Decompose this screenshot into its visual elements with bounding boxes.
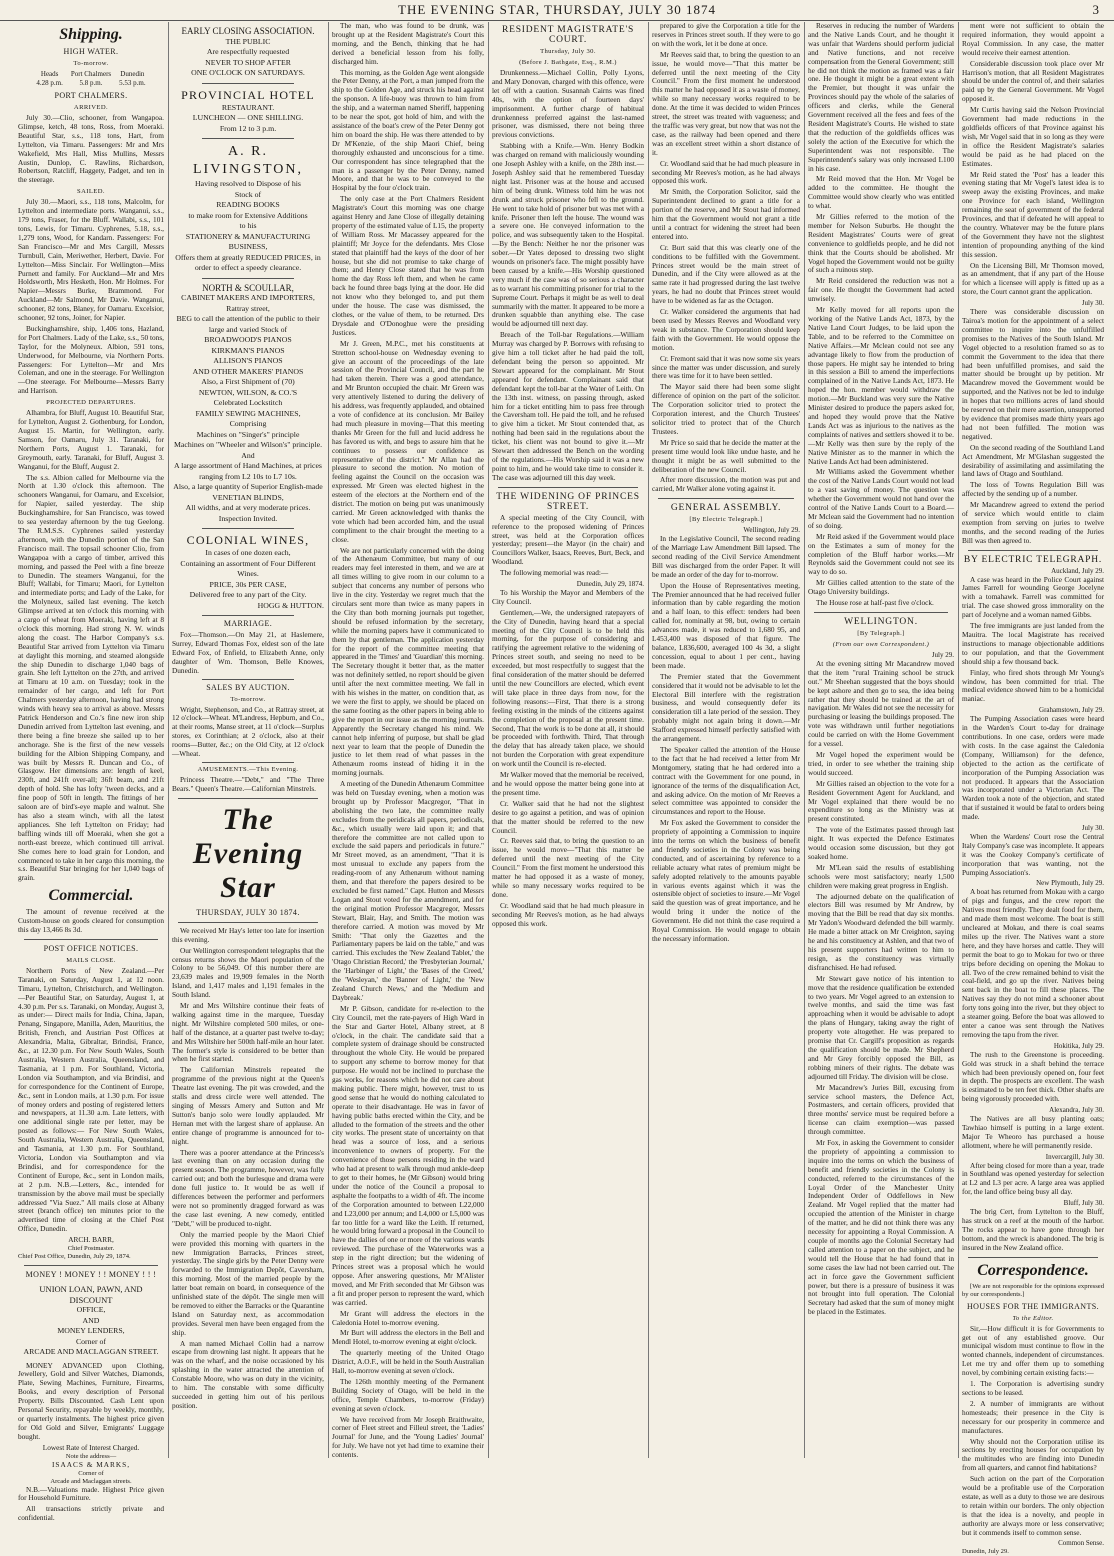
union-loan-ad: [18, 1284, 164, 1358]
north-line-11: Machines on "Wheeler and Wilson's" principle.: [173, 440, 323, 449]
projected-heading: PROJECTED DEPARTURES.: [46, 399, 136, 407]
livingston-line-4: READING BOOKS: [216, 200, 280, 209]
col7-paragraph-8: The loss of Towns Regulation Bill was affected by the sending up of a number.: [962, 480, 1104, 499]
general-assembly-text-2: Upon the House of Representatives meeting, The Premier announced that he had received fuller information than by cable regarding the motion and a half loan, to this effect: tenders had been called for, nominally at 98, but, owing to certain advances made, it was reduced to 1,680 95, and L453,400 was disposed of that figure. The balance, L836,600, averaged 100 4s 3d, a slight concession, equal to about 1 per cent., having been made.: [652, 580, 800, 670]
union-location: ARCADE AND MACLAGGAN STREET.: [23, 1347, 159, 1357]
tide-heads-label: Heads: [40, 70, 59, 78]
hotel-title: PROVINCIAL HOTEL: [181, 87, 315, 102]
union-address-1: Note the address—: [65, 1452, 117, 1460]
col7-paragraph-3: Mr Curtis having said the Nelson Provincial Government had made reductions in the goldfields officers of that Province against his wish, Mr Vogel said that in so long as they were in office the Resident Magistrate's salaries would be paid as he had placed on the Estimates.: [962, 105, 1104, 168]
projected-text: Alhambra, for Bluff, August 10. Beautiful Star, for Lyttelton, August 2. Gothenburg, for London, August 15. Martin, for Wellington, early. Samson, for Oamaru, July 31. Taranaki, for Northern Ports, August 1. Taranaki, for Greymouth, early. Taranaki, for Bluff, August 3. Wanganui, for the Bluff, August 2.: [18, 408, 164, 471]
column-4: [492, 22, 644, 1458]
col7-paragraph-6: There was considerable discussion on Tairoa's motion for the appointment of a select committee to inquire into the unfulfilled promises to the Natives of the South Island. Mr Vogel objected to a resolution framed so as to commit the Government to the idea that there had been unfulfilled promises, and said the matter should be brought up by petition. Mr Macandrew moved the Government would be supported, and the Natives not be led to indulge in hopes that two millions acres of land should be reserved on their mere assertion, unsupported by evidence that promises made thirty years ago had not been fulfilled. The motion was negatived.: [962, 307, 1104, 441]
edition-date: THURSDAY, JULY 30 1874.: [196, 907, 300, 917]
telegraph-date-7: Invercargill, July 30.: [1045, 1152, 1104, 1161]
telegraph-date-5: Hokitika, July 29.: [1053, 1041, 1104, 1050]
newspaper-title: The Evening Star: [192, 802, 304, 904]
arrived-heading: ARRIVED.: [73, 104, 109, 111]
telegraph-text-3: Finlay, who fired shots through Mr Young's window, has been committed for trial. The medical evidence showed him to be a homicidal maniac.: [962, 667, 1104, 704]
wellington-text-5: Mr M'Lean said the results of establishing schools were most satisfactory; nearly 1,500 children were making great progress in English.: [808, 862, 954, 890]
telegraph-text-10: The brig Cert, from Lyttelton to the Bluff, has struck on a reef at the mouth of the harbor. The rocks appear to have gone through her bottom, and the wreck is abandoned. The brig is insured in the New Zealand office.: [962, 1207, 1104, 1252]
closing-request: Are respectfully requested: [206, 47, 290, 56]
tide-dunedin-label: Dunedin: [120, 70, 145, 78]
post-signature: ARCH. BARR,: [68, 1235, 114, 1245]
col6-paragraph-6: Mr Williams asked the Government whether the cost of the Native Lands Court would not lead to a vast saving of money. The question was whether the Government would not hand over the control of the Native Lands Court to a Board.—Mr Mclean said the Government had no intention of so doing.: [808, 467, 954, 530]
tide-heads-time: 4.28 p.m.: [36, 79, 63, 87]
princes-street-text-7: Cr. Reeves said that, to bring the question to an issue, he would move—"That this matter be deferred until the next meeting of the City Council." From the first moment he understood this matter he had opposed it as a waste of money, while so many necessary works required to be done.: [492, 836, 644, 899]
provincial-hotel-ad: [172, 88, 324, 135]
col5-paragraph-7: Cr. Fremont said that it was now some six years since the matter was under discussion, and surely there was time for it to have been settled.: [652, 353, 800, 381]
col5-paragraph-6: Cr. Walker considered the arguments that had been used by Messrs Reeves and Woodland very weak in substance. The Corporation should keep faith with the Government. He would oppose the motion.: [652, 307, 800, 352]
editorial-3: Mr and Mrs Wiltshire continue their feats of walking against time in the marquee, Tuesday night. Mr Wiltshire completed 500 miles, or one-half of the distance, at a quarter past twelve to-day; and Mrs Wiltshire her 500th half-mile an hour later. The former's style is considered to be better than when he first started.: [172, 1001, 324, 1064]
north-line-12: And: [241, 450, 255, 460]
general-assembly-sub: [By Electric Telegraph.]: [689, 516, 763, 524]
page-number: 3: [1092, 2, 1100, 17]
union-corner: Corner of: [75, 1336, 107, 1346]
col5-paragraph-5: Cr. Burt said that this was clearly one of the conditions to be fulfilled with the Government. Princes street would be the main street of Dunedin, and if the City were allowed as at the same rate it had progressed during the last twelve years, he had no doubt that Princes street would have to be widened as far as the Octagon.: [652, 242, 800, 306]
col7-paragraph-1: ment were not sufficient to obtain the required information, they would appoint a Royal Commission. In any case, the matter would receive their earnest attention.: [962, 21, 1104, 57]
telegraph-text-4: The Pumping Association cases were heard in the Warden's Court to-day for drainage contributions. In one case, orders were made with costs. In the case against the Caledonia (Company, Williamson) for the defence, objected to the action as the certificate of incorporation of the Pumping Association was not produced. It appears that the Association was incorporated under a Victorian Act. The Warden took a note of the objection, and stated that if sustained it would be fatal to orders being made.: [962, 714, 1104, 822]
wine-line-3: Containing an assortment of Four Different: [180, 558, 316, 568]
wine-title: COLONIAL WINES,: [186, 533, 310, 547]
houses-signature: Common Sense.: [1058, 1539, 1104, 1548]
union-address-3: Corner of: [78, 1469, 104, 1477]
editorial-7: A man named Michael Collin had a narrow escape from drowning last night. It appears that he was on the wharf, and the noise occasioned by his splashing in the water attracted the attention of Constable Moore, who was on duty in the vicinity, to him. The constable with some difficulty succeeded in getting him out of his perilous position.: [172, 1338, 324, 1410]
wellington-sub-2: (From our own Correspondent.): [832, 641, 930, 648]
princes-street-text-5: Mr Walker moved that the memorial be received, and he would oppose the matter being gone into at the present time.: [492, 770, 644, 797]
col7-date: July 30.: [1081, 299, 1104, 308]
rm-court-date: Thursday, July 30.: [540, 48, 596, 55]
correspondence-heading: Correspondence.: [977, 1261, 1089, 1279]
wellington-text-4: The vote of the Estimates passed through last night. It was expected the Defence Estimates would occasion some discussion, but they got soaked home.: [808, 825, 954, 861]
col3-paragraph-6: A meeting of the Dunedin Athenæum Committee was held on Tuesday evening, when a motion was brought up by Professor Macgregor, "That in abolishing the two late, the committee really excludes from the peridicals all papers, periodicals, &c., which usually were laid upon it; and that therefore the committee are not called upon to exclude the said papers and periodicals in future." Mr Street moved, as an amendment, "That it is most unusual to exclude any papers from the reading-room of any Athenæum without naming them, and that therefore the papers desired to be excluded be first named." Capt. Hutton and Messrs Logan and Stout voted for the amendment, and for the original motion Professor Macgregor, Messrs Stewart, Blair, Hay, and Smith. The motion was therefore carried. A motion was moved by Mr Smith: "That only the Gazettes and the Parliamentary papers be laid on the table," and was carried. This excludes the 'New Zealand Tablet,' the 'Otago Christian Record,' the 'Presbyterian Journal,' the 'Harbinger of Light,' the 'Bases of the Creed,' the 'Wesleyan,' the 'Banner of Light,' the 'New Zealand Church News,' and the 'Medium and Daybreak.': [332, 779, 484, 1002]
houses-heading: HOUSES FOR THE IMMIGRANTS.: [966, 1301, 1100, 1311]
wine-signature: HOGG & HUTTON.: [257, 600, 324, 610]
col3-paragraph-2: This morning, as the Golden Age went alongside the Peter Denny, at the Port, a man jumped from the ship to the Golden Age, and struck his head against the sponson. A life-buoy was thrown to him from the ship, and a waterman named Sheriff, happening to be near the spot, got hold of him, and with the assistance of the boat's crew of the Peter Denny got him on board the ship. He was there attended to by Dr M'Kenzie, of the ship Maori Chief, being thoroughly exhausted and unconscious for a time. Our correspondent has since telegraphed that the man is a passenger by the Peter Denny, named Moore, and that he was to be conveyed to the Hospital by the four o'clock train.: [332, 67, 484, 193]
editorial-1: We received Mr Hay's letter too late for insertion this evening.: [172, 925, 324, 944]
north-line-6: NEWTON, WILSON, & CO.'S: [198, 387, 298, 397]
north-title: NORTH & SCOULLAR,: [202, 282, 294, 293]
rm-court-text-3: Breach of the Toll-bar Regulations.—William Murray was charged by P. Borrows with refusing to give him a toll ticket after he had paid the toll, defendant being the person so appointed. Mr Stewart appeared for the complainant. Mr Stout appeared for defendant. Complainant said that defendant kept the toll-bar at the Water of Leith. On the 13th inst. witness, on passing through, asked him for a ticket entitling him to pass free through the Caversham toll. He paid the toll, and he refused to give him a ticket. Mr Stout contended that, as nothing had been said in the regulations about the ticket, his client was not bound to give it.—Mr Stewart then addressed the Bench on the wording of the regulations.—His Worship said it was a new point to him, and he would take time to consider it. The case was adjourned till this day week.: [492, 330, 644, 482]
early-closing-ad: [172, 26, 324, 79]
sales-heading: SALES BY AUCTION.: [206, 682, 290, 692]
tide-chalmers-time: 5.8 p.m.: [79, 79, 103, 87]
tide-dunedin-time: 5.53 p.m.: [119, 79, 146, 87]
shipping-heading: Shipping.: [59, 26, 123, 43]
col3-paragraph-8: Mr Grant will address the electors in the Caledonia Hotel to-morrow evening.: [332, 1308, 484, 1327]
col6-paragraph-9: The House rose at half-past five o'clock.: [816, 598, 934, 608]
column-5: [652, 22, 800, 1458]
houses-date: Dunedin, July 29.: [962, 1548, 1009, 1556]
col6-paragraph-1: Reserves in reducing the number of Wardens and the Native Lands Court, and he thought it was unfair that Wardens should perform judicial and Native functions, and not receive compensation from the General Government; still he did not think the motion as framed was a fair one. He thought it might be a great extent with the Premier, but thought it was unfair the Provinces should pay the whole of the salaries of officers and clerks, while the General Government received all the fees and fees of the Resident Magistrate's Courts. He wished to state that the reduction of the goldfields offices was solely the action of the Executive for which the Superintendent was not responsible. The Superintendent's salary was only increased L100 in his case.: [808, 21, 954, 173]
north-line-5: Also, a First Shipment of (70): [201, 377, 295, 386]
closing-public: THE PUBLIC: [225, 36, 271, 46]
masthead: [0, 0, 1114, 21]
telegraph-date-6: Alexandra, July 30.: [1049, 1106, 1104, 1115]
houses-to-editor: To the Editor.: [1012, 1314, 1054, 1322]
wellington-text-3: Mr Gillies raised an objection to the vote for a Resident Government Agent for Auckland, and Mr Vogel explained that there would be no expenditure so long as the Ministry was at present constituted.: [808, 778, 954, 824]
rm-court-before: (Before J. Bathgate, Esq., R.M.): [519, 59, 617, 66]
wellington-text-1: At the evening sitting Mr Macandrew moved that the item "rural Training school be struck out." Mr Sheehan suggested that the boys should be kept ashore and then go to sea, the idea being rather that they should be trained at the art of navigation. Mr Wales did not see the necessity for purchasing or leasing the buildings proposed. The vote was withdrawn until further negotiations could be carried on with the Home Government for a vessel.: [808, 658, 954, 749]
wellington-text-6: The adjourned debate on the qualification of electors Bill was resumed by Mr Andrew, by moving that the Bill be read that day six months. Mr Yadon's Woodward defended the bill warmly. He made a bitter attack on Mr Creighton, saying he and his constituency at Ashlen, and that two of his present supporters had written to him to resign, as the constituency was virtually disfranchised. He had refused.: [808, 891, 954, 972]
wellington-text-2: Mr Vogel hoped the experiment would be tried, in order to see whether the training ship would succeed.: [808, 749, 954, 777]
commercial-heading: Commercial.: [48, 887, 134, 905]
col5-paragraph-10: After more discussion, the motion was put and carried, Mr Walker alone voting against it.: [652, 475, 800, 494]
north-line-7: Celebrated Lockstitch: [213, 398, 283, 407]
sailed-heading: SAILED.: [77, 188, 105, 196]
livingston-line-6: to his: [239, 221, 257, 230]
wellington-heading: WELLINGTON.: [844, 617, 918, 627]
money-heading: MONEY ! MONEY ! ! MONEY ! ! !: [25, 1270, 157, 1280]
column-1: [18, 22, 164, 1523]
editorial-6: Only the married people by the Maori Chief were provided this morning with quarters in the new Immigration Barracks, Princes street, yesterday. The single girls by the Peter Denny were forwarded to the Immigration Depôt, Caversham, this morning. Most of the married people by the latter boat remain on board, in consequence of the unfinished state of the dépôt. The single men will be removed to either the Barracks or the Quarantine Island on Saturday next, as accommodation provides. Several men have been engaged from the ship.: [172, 1229, 324, 1337]
closing-saturday: ONE O'CLOCK ON SATURDAYS.: [191, 68, 305, 77]
column-3: [332, 22, 484, 1458]
wellington-sub: [By Telegraph.]: [857, 630, 905, 637]
col6-paragraph-4: Mr Reid considered the reduction was not a fair one. He thought the Government had acted unwisely.: [808, 276, 954, 304]
union-address-4: Arcade and Maclaggan streets.: [50, 1477, 132, 1485]
livingston-line-5: to make room for Extensive Additions: [188, 210, 308, 220]
princes-street-text-8: Cr. Woodland said that he had much pleasure in seconding Mr Reeves's motion, as he had always opposed this work.: [492, 900, 644, 928]
north-line-8: FAMILY SEWING MACHINES,: [195, 408, 301, 418]
telegraph-date-3: July 30.: [1081, 824, 1104, 833]
col6-paragraph-5: Mr Kelly moved for all reports upon the working of the Native Lands Act, 1873, by the Native Land Court Judges, to be laid upon the Table, and to be referred to the Committee on Native Affairs.—Mr Mclean could not see any advantage likely to flow from the production of those papers. He might say he intended to bring in this session a Bill to amend the imperfections complained of in the Native Lands Act, 1873. He hoped the hon. member would withdraw the motion.—Mr Buckland was very sure the Native Minister desired to produce the papers asked for, and hoped they would prove that the Native Lands Act was as injurious to the natives as the complaints of natives and settlers showed it to be.—Mr Kelly was then sure by the reply of the Native Minister as to the manner in which the Native Lands Act had been administered.: [808, 305, 954, 466]
tide-table: [18, 70, 164, 88]
col3-paragraph-12: We have received from Mr Joseph Braithwaite, corner of Fleet street and Filleul street, the 'Ladies' Journal' for June, and the 'Young Ladies' Journal' for July. We have not yet had time to examine their contents.: [332, 1414, 484, 1460]
telegraph-text-5: When the Wardens' Court rose the Central Italy Company's case was incomplete. It appears it was the Cookey Company's certificate of incorporation that was wanting, not the Pumping Association's.: [962, 831, 1104, 877]
telegraph-date-1: Auckland, July 29.: [1051, 566, 1104, 575]
general-assembly-text-1: In the Legislative Council, The second reading of the Marriage Law Amendment Bill lapsed. The second reading of the Civil Service Amendment Bill was discharged from the order Paper. It will be made an order of the day for to-morrow.: [652, 534, 800, 579]
col7-paragraph-7: On the second reading of the Southland Land Act Amendment, Mr M'Glashan suggested the desirability of assimilating and assimilating the land laws of Otago and Southland.: [962, 442, 1104, 479]
north-line-17: Inspection Invited.: [218, 513, 278, 523]
north-line-10: Machines on "Singer's" principle: [196, 429, 300, 439]
union-title: UNION LOAN, PAWN, AND DISCOUNT: [39, 1284, 143, 1305]
sales-text: Wright, Stephenson, and Co., at Rattray street, at 12 o'clock—Wheat. M'Landress, Hepburn, and Co., at their rooms, Manse street, at 11 o'clock—Surplus stores, ex Corinthian; at 2 o'clock, also at their rooms—Butter, &c.; on the Old City, at 12 o'clock—Wheat.: [172, 704, 324, 759]
princes-street-text-2: The following memorial was read:—: [500, 568, 609, 578]
col3-paragraph-11: The 126th monthly meeting of the Permanent Building Society of Otago, will be held in the office, Temple Chambers, to-morrow (Friday) evening at seven o'clock.: [332, 1376, 484, 1413]
correspondence-note: [We are not responsible for the opinions expressed by our correspondents.]: [962, 1282, 1104, 1298]
union-ps: N.B.—Valuations made. Highest Price given for Household Furniture.: [18, 1484, 164, 1503]
princes-street-text-1: A special meeting of the City Council, with reference to the proposed widening of Princes street, was held at the Corporation offices yesterday; present—the Mayor (in the chair) and Councillors Walker, Isaacs, Reeves, Burt, Beck, and Woodland.: [492, 512, 644, 567]
north-line-3: Rattray street,: [226, 303, 270, 313]
union-rate: Lowest Rate of Interest Charged.: [42, 1442, 140, 1452]
north-line-2: CABINET MAKERS AND IMPORTERS,: [181, 293, 315, 302]
col3-paragraph-10: The quarterly meeting of the United Otago District, A.O.F., will be held in the South Australian Hall, to-morrow evening at seven o'clock.: [332, 1348, 484, 1376]
wellington-text-9: Mr Fox, in asking the Government to consider the propriety of appointing a commission to inquire into the terms on which the business of benefit and friendly societies in the Colony is conducted, referred to the circumstances of the Loyal Order of the Manchester Unity Independent Order of Oddfellows in New Zealand. Mr Vogel replied that the matter had occupied the attention of the Minister in charge of the matter, and he did not think there was any necessity for appointing a Royal Commission. A couple of months ago the Colonial Secretary had called attention to a paper on the subject, and he would tell the House that he had found that in some cases the law had not been carried out. The act in force gave the Government sufficient power, but there is a pressure of business it was not brought into full operation. The Colonial Secretary had asked that the sum of money might be placed in the Estimates.: [808, 1138, 954, 1317]
editorial-2: Our Wellington correspondent telegraphs that the census returns shows the Maori population of the Colony to be 56,049. Of this number there are 23,639 males and 19,909 females in the North Island, and 1,417 males and 1,191 females in the South Island.: [172, 945, 324, 1000]
telegraph-date-8: Bluff, July 30.: [1063, 1199, 1104, 1208]
sailed-text-2: Buckinghamshire, ship, 1,406 tons, Hazland, for Port Chalmers. Lady of the Lake, s.s., 50 tons, Taylor, for the Molyneux. Albion, 591 tons, Underwood, for Melbourne, via Northern Ports. Passengers: For Lyttelton—Mr and Mrs Coleman, and one in the steerage. For Wellington—One steerage. For Melbourne—Messrs Barry and Harrison.: [18, 323, 164, 396]
princes-street-text-3: To his Worship the Mayor and Members of the City Council.: [492, 587, 644, 606]
general-assembly-text-3: The Premier stated that the Government considered that it would not be advisable to let the Electoral Bill interfere with the registration business, and would consequently defer its consideration till a late period of the session. They probably might not again bring it down.—Mr Stafford expressed himself perfectly satisfied with the arrangement.: [652, 671, 800, 744]
sales-sub: To-morrow.: [230, 695, 266, 703]
columns: [18, 21, 1106, 1556]
north-line-16: All widths, and at very moderate prices.: [185, 503, 311, 512]
north-piano-1: KIRKMAN'S PIANOS: [211, 345, 285, 355]
union-confidential: All transactions strictly private and confidential.: [18, 1504, 164, 1523]
col3-paragraph-3: The only case at the Port Chalmers Resident Magistrate's Court this morning was one charge against Henry and Jane Close of illegally detaining property of the estimated value of L15, the property of William Ross. Mr Macassey appeared for the plaintiff; Mr Joyce for the defendants. Mrs Close stated that plaintiff had the keys of the door of her house, but she did not promise to take charge of them; and Henry Close stated that he was from home the day Ross left them, and when he came back he found three bags lying at the door. He did not know who they belonged to, and put them under the house. The case was dismissed, the clothes, or the value of them, to be returned. Drs Drysdale and O'Donoghue were the presiding Justices.: [332, 194, 484, 337]
telegraph-date-4: New Plymouth, July 29.: [1036, 879, 1104, 888]
union-office: OFFICE,: [76, 1305, 106, 1315]
col7-paragraph-2: Considerable discussion took place over Mr Harrison's motion, that all Resident Magistrates should be under the control of, and their salaries paid up by the General Government. Mr Vogel opposed it.: [962, 58, 1104, 104]
post-office-text: Northern Ports of New Zealand.—Per Taranaki, on Saturday, August 1, at 12 noon. Timaru, Lyttelton, Christchurch, and Wellington.—Per Beautiful Star, on Saturday, August 1, at 4.30 p.m. Per s.s. Taranaki, on Monday, August 3, as under:— Direct mails for India, China, Japan, Penang, Singapore, Manilla, Aden, Mauritius, the British, French, and Austrian Post Offices at Alexandria, Malta, Gibraltar, Brindisi, France, &c., at 12.30 p.m. For New South Wales, South Australia, Western Australia, Queensland, and Tasmania, at 1 p.m. For Southland, Victoria, London via Southampton, and via Brindisi, and for correspondence for the Continent of Europe, &c., sent in London mails, at 1.30 p.m. For issue of money orders and posting of registered letters and newspapers, at 11.30 a.m. Late letters, with one additional single rate per letter, may be posted as follows:— For New South Wales, South Australia, Western Australia, Queensland, and Tasmania, at 1.30 p.m. For Southland, Victoria, London via Southampton and via Brindisi, and for correspondence for the Continent of Europe, &c., sent in London mails, at 2 p.m. N.B.—Letters, &c., intended for transmission by the above mail must be specially addressed "Via Suez." All mails close at Albany street (branch office) ten minutes prior to the advertised time of closing at the Chief Post Office, Dunedin.: [18, 965, 164, 1234]
electric-telegraph-heading: BY ELECTRIC TELEGRAPH.: [963, 554, 1103, 565]
sailed-text: July 30.—Maori, s.s., 118 tons, Malcolm, for Lyttelton and intermediate ports. Wanganui, s.s., 179 tons, Fraser, for the Bluff. Wallabi, s.s., 101 tons, Lewis, for Timaru. Cyphrenes, 5.18, s.s., 1,279 tons, Wood, for Kandarn. Passengers: For San Francisco—Mr and Mrs Cargill, Messrs Turnbull, Cain, Meriwether, Herbert, Davie. For Lyttelton—Miss Sinclair. For Wellington—Miss Purnett and family. For Auckland—Mr and Mrs Holdsworth, Mrs Hesketh, Hon. Mr Holmes. For Napier—Messrs Burke, Brammond. For Auckland—Mr Salmond, Mr Davie. Wanganui, schooner, 82 tons, Blaney, for Oamaru. Excelsior, schooner, 92 tons, Joiner, for Napier.: [18, 197, 164, 323]
amusements-heading: AMUSEMENTS.—This Evening.: [197, 765, 299, 773]
north-line-9: Comprising: [229, 419, 267, 428]
livingston-title: A. R. LIVINGSTON,: [192, 144, 303, 177]
col3-paragraph-1: The man, who was found to be drunk, was brought up at the Resident Magistrate's Court this morning, and the Bench, thinking that he had derived a beneficial lesson from his folly, discharged him.: [332, 21, 484, 66]
high-water-heading: HIGH WATER.: [63, 47, 119, 56]
houses-text-5: Such action on the part of the Corporation would be a profitable use of the Corporation estate, as well as a duty to those we are desirous to retain within our borders. The only objection is that the idea is a novelty, and people in authority are always more or less conservative; but it commends itself to common sense.: [962, 1474, 1104, 1537]
hotel-luncheon: LUNCHEON — ONE SHILLING.: [192, 113, 304, 122]
mails-close-heading: MAILS CLOSE.: [66, 956, 116, 964]
wellington-date: July 29.: [931, 651, 954, 659]
col7-paragraph-5: On the Licensing Bill, Mr Thomson moved, as an amendment, that if any part of the House for which a licensee will apply is fitted up as a store, the Court cannot grant the application.: [962, 260, 1104, 297]
high-water-sub: To-morrow.: [73, 60, 109, 67]
col5-paragraph-3: Cr. Woodland said that he had much pleasure in seconding Mr Reeves's motion, as he had always opposed this work.: [652, 158, 800, 186]
post-office-heading: POST OFFICE NOTICES.: [43, 943, 139, 953]
union-text: MONEY ADVANCED upon Clothing, Jewellery, Gold and Silver Watches, Diamonds, Plate, Sewing Machines, Furniture, Firearms, Books, and every description of Personal Property. Bills Discounted. Cash Lent upon Personal Security, repayable by weekly, monthly, or quarterly instalments. The highest price given for Old Gold and Silver, Emigrants' Luggage bought.: [18, 1360, 164, 1441]
arrived-text: July 30.—Clio, schooner, from Wangapoa. Glimpse, ketch, 48 tons, Ross, from Moeraki. Beautiful Star, s.s., 118 tons, Hart, from Lyttelton, via Timaru. Passengers: Mr and Mrs Wakefield, Mrs Hall, Miss Mullins, Messrs Austin, Dunlop, C. Rawlins, Richardson, Robertson, Ratcliff, Haggety, Padget, and ten in the steerage.: [18, 113, 164, 185]
col3-paragraph-9: Mr Burt will address the electors in the Bell and Mendl Hotel, to-morrow evening at eight o'clock.: [332, 1328, 484, 1347]
general-assembly-heading: GENERAL ASSEMBLY.: [670, 503, 782, 514]
general-assembly-text-5: Mr Fox asked the Government to consider the propriety of appointing a Commission to inquire into the terms on which the business of benefit and friendly societies in the Colony was being conducted, and of ascertaining by reference to a reliable actuary what rates of premium might be safely adopted relatively to the amounts payable in various events against which it was the ostensible object of societies to insure.—Mr Vogel said the question was of great importance, and he would bring it under the notice of the Government. He did not think the case required a Royal Commission. He would engage to obtain the necessary information.: [652, 818, 800, 943]
union-address-2: ISAACS & MARKS,: [51, 1459, 131, 1469]
general-assembly-date: Wellington, July 29.: [743, 526, 800, 535]
memorial-date: Dunedin, July 29, 1874.: [576, 580, 644, 589]
port-heading: PORT CHALMERS.: [54, 91, 128, 100]
col5-paragraph-2: Mr Reeves said that, to bring the question to an issue, he would move—"That this matter be deferred until the next meeting of the City Council." From the first moment he understood this matter he had opposed it as a waste of money, while so many necessary works required to be done. At the time it was decided to widen Princes street, the street was treated with vagueness; and the traffic was very great, but now that was not the case, as the railway had been opened and there was an excellent street within a short distance of it.: [652, 49, 800, 157]
commercial-text: The amount of revenue received at the Custom-house on goods cleared for consumption this day 13,466 8s 3d.: [18, 907, 164, 935]
col6-paragraph-3: Mr Gillies referred to the motion of the member for Nelson Suburbs. He thought the Resident Magistrates' Courts were of great convenience to goldfields people, and he did not think that the Courts should be abolished. Mr Vogel hoped the Government would not be guilty of such a ruinous step.: [808, 212, 954, 275]
rm-court-text-1: Drunkenness.—Michael Collin, Polly Lyons, and Mary Donovan, charged with this offence, were let off with a caution. Susannah Cairns was fined 40s, with the option of fourteen days' imprisonment. A further charge of habitual drunkenness preferred against the last-named prisoner, was dismissed, there not being three previous convictions.: [492, 68, 644, 140]
north-piano-0: BROADWOOD'S PIANOS: [204, 335, 292, 344]
princes-street-text-4: Gentlemen,—We, the undersigned ratepayers of the City of Dunedin, having heard that a special meeting of the City Council is to be held this morning, for the purpose of considering and ratifying the agreement relative to the widening of Princes street south, and seeing no need to be exceeded, but most respectfully to suggest that the final consideration of the matter should be deferred until the new Councillors are elected, which event will take place in three days from now, for the following reasons:—First, That there is a strong feeling existing in the minds of the citizens against the completion of the proposal at the present time. Second, That the work is to be done at all, it should be proceeded with forthwith. Third, That through the delay that has already taken place, we should not burden the Corporation with great expenditure on work until the Council is re-elected.: [492, 607, 644, 769]
princes-street-heading: THE WIDENING OF PRINCES STREET.: [496, 491, 640, 512]
livingston-line-7: STATIONERY & MANUFACTURING: [185, 231, 311, 241]
col5-paragraph-9: Mr Price so said that he decide the matter at the present time would look like undue haste, and he thought it might be as well submitted to the deliberation of the new Council.: [652, 437, 800, 474]
col7-paragraph-4: Mr Reid stated the 'Post' has a leader this evening stating that Mr Vogel's latest idea is to sweep away the existing Provinces, and make one Province for each island, Wellington remaining the seat of government of the federal Provinces, and that if defeated he will appeal to the country. Whatever may be the future plans of the Government they have not the slightest intention of propounding anything of the kind this session.: [962, 169, 1104, 259]
houses-text-2: 1. The Corporation is advertising sundry sections to be leased.: [962, 1379, 1104, 1397]
north-piano-3: AND OTHER MAKERS' PIANOS: [192, 366, 304, 376]
union-and: AND: [82, 1315, 100, 1325]
column-7: [962, 21, 1104, 1556]
shipping-news: The s.s. Albion called for Melbourne via the North at 1.30 o'clock this afternoon. The schooners Wanganui, for Oamaru, and Excelsior, for Napier, sailed yesterday. The ship Buckinghamshire, for San Francisco, was towed to sea yesterday afternoon by the tug Geelong. The R.M.S.S. Cyphrenes sailed yesterday afternoon, with the Dunedin portion of the San Francisco mail. The topsail schooner Clio, from Wangapoa with a cargo of timber, arrived this morning, and passed the Peel with a fine breeze to Dunedin. The steamers Wanganui, for the Bluff; Wallabi, for Timaru; Maori, for Lyttelton and intermediate ports; and Lady of the Lake, for the Molyneux, sailed last evening. The ketch Glimpse arrived at ten o'clock this morning with a cargo of wheat from Moeraki, having left at 8 o'clock this morning. Had strong N. W. winds along the coast. The Harbor Company's s.s. Beautiful Star arrived from Lyttelton via Timaru at daylight this morning, and steamed alongside the ship Dunedin to discharge 1,040 bags of grain. She left Lyttelton on the 27th, and arrived at Timaru at 10 a.m. on Tuesday; took in the remainder of her cargo, and left for Port Chalmers yesterday afternoon, having had strong winds with heavy sea to arrival as above. Messrs Patrick Henderson and Co.'s fine new iron ship Dunedin arrived from Lyttelton last evening, and there being a fine breeze she sailed up to her anchorage. She is the first of the new vessels building for the Albion Shipping Company, and was built by Messrs R. Duncan and Co., of Glasgow. Her dimensions are: length of keel, 230ft, and 241ft over-all; 36ft beam, and 21ft depth of hold. She has lofty 'tween decks, and a fine poop of 50ft in length. The fittings of her saloon are of bird's-eye maple and walnut. She has also a steam winch, with all the latest appliances. She left Lyttelton on Friday; had baffling winds till off Moeraki, when she got a north-east breeze, which continued till arrival. She comes here to load grain for London, and commenced to take in her cargo this morning, the s.s. Beautiful Star bringing for her 1,040 bags of grain.: [18, 472, 164, 883]
col6-paragraph-7: Mr Reid asked if the Government would place on the Estimates a sum of money for the completion of the Bluff harbor works.—Mr Reynolds said the Government could not see its way to do so.: [808, 531, 954, 577]
north-scoullar-ad: [172, 283, 324, 525]
telegraph-text-8: The Natives are all busy planting oats; Tawhiao himself is putting in a large extent. Major Te Wheoro has purchased a house allotment, where he will permanently reside.: [962, 1114, 1104, 1150]
telegraph-text-6: A boat has returned from Mokau with a cargo of pigs and fungus, and the crew report the Natives most friendly. They dealt food for them, and made them most welcome. The boat is still uncleared at Mokau, and there is coal seams miles up the river. The Natives want a store here, and they have horses and cattle. They will permit the boat to go to Mokau for two or three trips before deciding on opening the Mokau to all. Two of the crew remained behind to visit the coal-field, and go up the river. Natives being sent back in the boat to fill these places. The Natives say they do not mind a schooner about forty tons going into the river, but they object to a steamer going. Before the boat was allowed to enter a canoe was sent through the Natives removing the tapu from the river.: [962, 887, 1104, 1039]
rm-court-heading: RESIDENT MAGISTRATE'S COURT.: [501, 25, 635, 45]
col5-paragraph-8: The Mayor said there had been some slight difference of opinion on the part of the solicitor. The Corporation solicitor tried to protect the Corporation interest, and the Church Trustees' solicitor tried to protect that of the Church Trustees.: [652, 382, 800, 436]
post-place: Chief Post Office, Dunedin, July 29, 1874.: [18, 1253, 131, 1261]
livingston-ad: [172, 143, 324, 274]
col3-paragraph-5: We are not particularly concerned with the doing of the Athenæum Committee, but many of our readers may feel interested in them, and we are at all times willing to give room in our column to a subject that concerns any number of persons who live in the city. Yesterday we regret much that the circulars sent more than twice as many papers in the City than both morning journals put together, should be refused information by the secretary, while the morning papers have it communicated to them by that gentleman. The application yesterday for the report of the committee meeting that appeared in the 'Times' and 'Guardian' this morning. The Secretary thought it better that, as the matter was not definitely settled, no report should be given until after the next committee meeting. We fall in with his wishes in the matter, on condition that, as we were the first to apply, we should be placed on the same footing as the other papers in being able to give the report in our issue as the morning journals. Apparently the Secretary changed his mind. We cannot help inferring of purpose, but shall be glad next year to learn that the people of Dunedin the justice to let them read of what passes in the Athenæum rooms instead of hiding it in the morning journals.: [332, 545, 484, 778]
editorial-4: The Californian Minstrels repeated the programme of the previous night at the Queen's Theatre last evening. The pit was crowded, and the stalls and dress circle were well attended. The singing of Messrs Amery and Sutton and Mr Sutton's banjo solo were loudly applauded. Mr Hernan met with the largest share of applause. An entire change of programme is announced for to-night.: [172, 1065, 324, 1146]
livingston-line-3: Stock of: [234, 189, 262, 199]
north-line-14: Also, a large quantity of Superior English-made: [173, 482, 323, 491]
column-6: [808, 22, 954, 1458]
wine-line-4: Wines.: [237, 569, 259, 578]
wellington-text-8: Mr Macandrew's Juries Bill, excusing from service school masters, the Defence Act, Postmasters, and certain officers, provided that three months' service must be required before a license can claim exemption—was passed through committee.: [808, 1082, 954, 1137]
wine-line-6: Delivered free to any part of the City.: [189, 590, 307, 599]
rm-court-text-2: Stabbing with a Knife.—Wm. Henry Bodkin was charged on remand with maliciously wounding one Joseph Ashley with a knife, on the 28th inst.—Joseph Ashley said that he remembered Tuesday night last. Prisoner was at the house and accused him of being drunk. Witness told him he was not drunk and struck prisoner who fell to the ground. He went to take hold of prisoner but was met with a knife. Prisoner then left the house. The wound was a severe one. He conveyed information to the police, and was subsequently taken to the Hospital.—By the Bench: Neither he nor the prisoner was sober.—Dr Yates deposed to dressing two slight wounds on prisoner's face. The might possibly have been caused by a knife.—His Worship questioned very much if the case was of so serious a character as to warrant his committing prisoner for trial to the Supreme Court. Perhaps it might be as well to deal summarily with the matter. It appeared to be more a drunken squabble than anything else. The case would be adjourned till next day.: [492, 141, 644, 329]
telegraph-text-7: The rush to the Greenstone is proceeding. Gold was struck in a shaft behind the terrace which had been previously opened on, four feet in depth. The prospects are excellent. The wash is estimated to be ten feet thick. Other shafts are being vigorously proceeded with.: [962, 1049, 1104, 1104]
general-assembly-text-4: The Speaker called the attention of the House to the fact that he had received a letter from Mr Montgomery, stating that he had ordered into a contract with the Government for one pound, in ignorance of the terms of the disqualification Act, and asking advice. On the motion of Mr Reeves a select committee was appointed to consider the circumstances and report to the House.: [652, 744, 800, 817]
tide-chalmers-label: Port Chalmers: [70, 70, 112, 78]
closing-title: EARLY CLOSING ASSOCIATION.: [181, 26, 315, 36]
houses-text-1: Sir,—How difficult it is for Governments to get out of any established groove. Our municipal wisdom must continue to flow in the wonted channels, independent of circumstances. Let me try and offer them up to something novel, by combining certain existing facts:—: [962, 1323, 1104, 1378]
north-piano-2: ALLISON'S PIANOS: [213, 356, 283, 365]
col5-paragraph-4: Mr Smith, the Corporation Solicitor, said the Superintendent declined to grant a title for a portion of the reserve, and Mr Stout had informed him that the Government would not grant a title until a contract for widening the street had been entered into.: [652, 187, 800, 241]
livingston-line-8: BUSINESS,: [228, 242, 268, 251]
col7-paragraph-9: Mr Macandrew agreed to extend the period of service which would entitle to claim exemption from serving on juries to twelve months, and the second reading of the Juries Bill was then agreed to.: [962, 500, 1104, 545]
telegraph-text-9: After being closed for more than a year, trade in Southland was opened yesterday for selection at L2 and L3 per acre. A large area was applied for, the land office being busy all day.: [962, 1160, 1104, 1197]
marriage-text: Fox—Thomson.—On May 21, at Haslemere, Surrey, Edward Thomas Fox, eldest son of the late Edward Fox, of Enfield, to Elizabeth Anne, only daughter of Wm. Thomson, Belle Knowes, Dunedin.: [172, 630, 324, 675]
houses-text-4: Why should not the Corporation utilise its sections by erecting houses for occupation by the multitudes who are finding into Dunedin from all quarters, and cannot find habitations?: [962, 1436, 1104, 1473]
wine-line-2: In cases of one dozen each,: [205, 548, 291, 557]
col3-paragraph-4: Mr J. Green, M.P.C., met his constituents at Stretton school-house on Wednesday evening to give an account of the proceedings of the late session of the Provincial Council, and the part he had taken therein. There was a good attendance, and Mr Brunton occupied the chair. Mr Green was very attentively listened to during the delivery of his address, was frequently applauded, and obtained a vote of confidence at its conclusion. Mr Bailey had much pleasure in moving—That this meeting thanks Mr Green for the full and lucid address he has favored us with, and begs to assure him that he continues to possess our confidence as representative of the district." Mr Allan had the pleasure to second the motion. No motion of feeling against the Council on the occasion was expressed. Mr Green was elected highest in the esteem of the electors at the Northern end of the district. The motion on being put was unanimously carried. Mr Green acknowledged with thanks the vote which had been accorded him, and the usual compliment to the chair brought the meeting to a close.: [332, 338, 484, 544]
telegraph-text-2: The free immigrants are just landed from the Mauitra. The local Magistrate has received instructions to manage objectionable additions to our population, and that the Government should ship a few thousand back.: [962, 621, 1104, 666]
amusements-text: Princess Theatre.—"Debt," and "The Three Bears." Queen's Theatre.—Californian Minstrels.: [172, 774, 324, 793]
princes-street-text-6: Cr. Walker said that he had not the slightest desire to go against a petition, and was of opinion that the matter should be referred to the new Council.: [492, 798, 644, 835]
telegraph-text-1: A case was heard in the Police Court against James Farrell for wounding George Jocelyne with a tomahawk. Farrell was committed for trial. The case showed gross immorality on the part of Jocelyne and a woman named Gibbs.: [962, 574, 1104, 620]
col5-paragraph-1: prepared to give the Corporation a title for the reserves in Princes street south. If they were to go on with the work, let it be done at once.: [652, 21, 800, 48]
col3-paragraph-7: Mr P. Gibson, candidate for re-election to the City Council, met the rate-payers of High Ward in the Star and Garter Hotel, Albany street, at 8 o'clock, in the chair. The candidate said that a complete system of drainage should be constructed throughout the whole City. He would be prepared to support any scheme to borrow money for that purpose. He would not be inclined to purchase the gas works, for reasons which he did not care about making public. There might, however, trust to us good sense that he would do nothing calculated to operate to their disadvantage. He was in favor of having public baths erected within the City, and be alluded to the formation of the streets and the other city works. The present state of uncertainty on that head was a source of loss, and a serious inconvenience to owners of property. For the convenience of those persons residing in the ward who had at present to walk through mud ankle-deep to get to their homes, he (Mr Gibson) would bring under the notice of the Council a proposal to asphalte the footpaths to a width of 4ft. The income of the Corporation amounted to between L22,000 and L23,000 per annum; and L4,000 or L5,000 was far too little for a ward like the Leith. If returned, he would bring forward a proposal in the Council to have the dallies of one or more of the various wards reviewed. The purchase of the Waterworks was a step in the right direction; but the widening of Princes street was a proposal which he would oppose. After answering questions, Mr M'Alister moved, and Mr Frith seconded that Mr Gibson was a fit and proper person to represent the ward, which was carried.: [332, 1003, 484, 1307]
livingston-line-9: Offers them at greatly REDUCED PRICES, in order to effect a speedy clearance.: [175, 252, 321, 272]
telegraph-date-2: Grahamstown, July 29.: [1039, 706, 1104, 715]
livingston-line-2: Having resolved to Dispose of his: [195, 179, 301, 188]
marriage-heading: MARRIAGE.: [223, 619, 273, 628]
wine-line-5: PRICE, 30s PER CASE,: [209, 579, 287, 589]
column-2: [172, 22, 324, 1458]
north-line-15: VENETIAN BLINDS,: [212, 492, 284, 502]
colonial-wines-ad: [172, 533, 324, 611]
post-signature-title: Chief Postmaster.: [67, 1245, 115, 1253]
north-line-4: BEG to call the attention of the public to their large and varied Stock of: [176, 314, 320, 334]
hotel-restaurant: RESTAURANT.: [221, 102, 275, 112]
col6-paragraph-8: Mr Gillies called attention to the state of the Otago University buildings.: [808, 578, 954, 597]
masthead-title: THE EVENING STAR, THURSDAY, JULY 30 1874: [398, 2, 716, 17]
houses-text-3: 2. A number of immigrants are without homesteads; their presence in the City is necessary for our prosperity in commerce and manufactures.: [962, 1398, 1104, 1435]
union-lenders: MONEY LENDERS,: [57, 1326, 125, 1336]
hotel-hours: From 12 to 3 p.m.: [219, 123, 277, 133]
col6-paragraph-2: Mr Reid moved that the Hon. Mr Vogel be added to the committee. He thought the Committee would show clearly who was entitled to what.: [808, 174, 954, 211]
editorial-5: There was a poorer attendance at the Princess's last evening than on any occasion during the present season. The programme, however, was fully carried out; and both the burlesque and drama were done full justice to. It would be as well if differences between the performer and performers were not so prominently dragged forward as was the case last evening. A new comedy, entitled "Debt," will be produced to-night.: [172, 1147, 324, 1228]
closing-never: NEVER TO SHOP AFTER: [205, 57, 291, 67]
wellington-text-7: Mr Stewart gave notice of his intention to move that the residence qualification be extended to two years. Mr Vogel agreed to an extension to twelve months, and said the time was fast approaching when it would be advisable to adopt the plans of Hungary, taking away the right of property vote altogether. He was prepared to promise that Cr. Cargill's proposition as regards the qualification should be made. Mr Shepherd and Mr Grey forcibly opposed the Bill, as robbing miners of their rights. The debate was adjourned till Friday. The division will be close.: [808, 973, 954, 1081]
north-line-13: A large assortment of Hand Machines, at prices ranging from L2 10s to L7 10s.: [174, 461, 322, 481]
